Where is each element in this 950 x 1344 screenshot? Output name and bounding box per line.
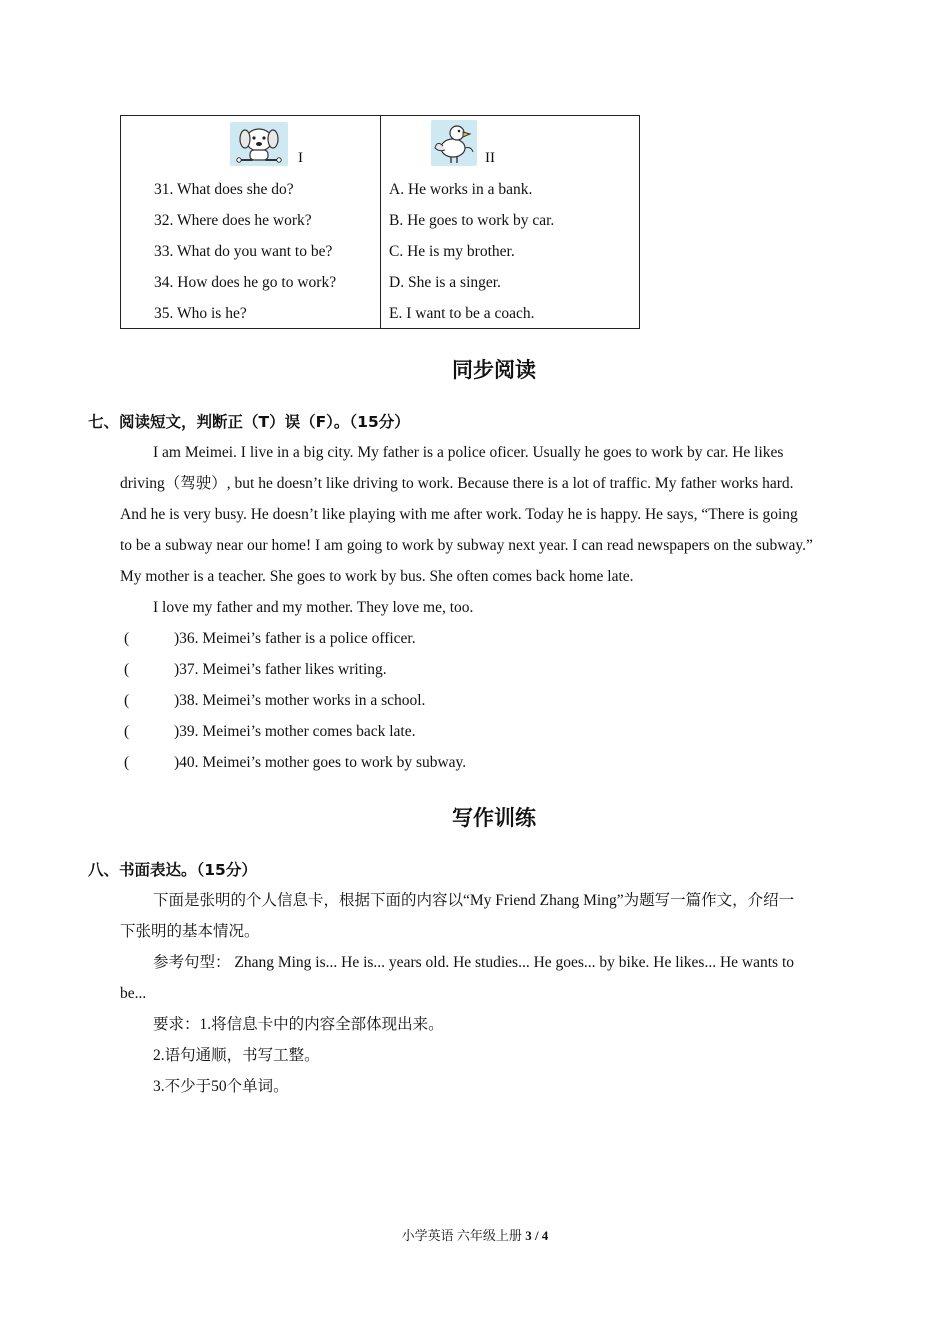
- question-33: 33. What do you want to be?: [154, 243, 333, 260]
- requirement-1: 要求：1.将信息卡中的内容全部体现出来。: [153, 1016, 444, 1033]
- matching-table: [120, 115, 640, 329]
- tf-item-37: ( )37. Meimei’s father likes writing.: [124, 661, 387, 678]
- page-footer: [0, 1225, 950, 1244]
- answer-blank[interactable]: (: [124, 723, 130, 740]
- requirement-3: 3.不少于50个单词。: [153, 1078, 289, 1095]
- writing-question-heading: 八、书面表达。（15分）: [88, 861, 257, 879]
- page-number: 3 / 4: [525, 1228, 549, 1243]
- question-32: 32. Where does he work?: [154, 212, 312, 229]
- reading-question-heading: 七、阅读短文，判断正（T）误（F）。（15分）: [88, 413, 410, 431]
- answer-a: A. He works in a bank.: [389, 181, 533, 198]
- tf-item-38: ( )38. Meimei’s mother works in a school.: [124, 692, 426, 709]
- reading-passage: [120, 437, 864, 623]
- answer-blank[interactable]: (: [124, 661, 130, 678]
- answer-c: C. He is my brother.: [389, 243, 515, 260]
- question-35: 35. Who is he?: [154, 305, 247, 322]
- dog-icon: [230, 122, 288, 166]
- instruction-line-1: 下面是张明的个人信息卡，根据下面的内容以“My Friend Zhang Ming”为题写一篇作文，介绍一: [153, 892, 795, 909]
- footer-subject: 小学英语 六年级上册: [401, 1228, 526, 1243]
- tf-item-39: ( )39. Meimei’s mother comes back late.: [124, 723, 416, 740]
- answer-blank[interactable]: (: [124, 692, 130, 709]
- answer-e: E. I want to be a coach.: [389, 305, 535, 322]
- question-34: 34. How does he go to work?: [154, 274, 337, 291]
- passage-line-1: I am Meimei. I live in a big city. My father is a police oficer. Usually he goes to work by car. He likes: [153, 444, 784, 461]
- column-label-2: II: [485, 150, 495, 166]
- requirement-2: 2.语句通顺，书写工整。: [153, 1047, 320, 1064]
- reference-line-1: 参考句型： Zhang Ming is... He is... years old. He studies... He goes... by bike. He likes... He wants to: [153, 954, 795, 971]
- reference-line-2: be...: [120, 985, 147, 1002]
- tf-item-40: ( )40. Meimei’s mother goes to work by subway.: [124, 754, 467, 771]
- bird-icon: [431, 120, 477, 166]
- instruction-line-2: 下张明的基本情况。: [120, 923, 260, 940]
- answer-blank[interactable]: (: [124, 754, 130, 771]
- passage-line-5: My mother is a teacher. She goes to work by bus. She often comes back home late.: [120, 568, 634, 585]
- tf-item-36: ( )36. Meimei’s father is a police officer.: [124, 630, 416, 647]
- passage-line-2: driving（驾驶）, but he doesn’t like driving to work. Because there is a lot of traffic. My father works hard.: [120, 475, 794, 492]
- writing-section-title: 写作训练: [452, 806, 536, 830]
- question-31: 31. What does she do?: [154, 181, 294, 198]
- answer-blank[interactable]: (: [124, 630, 130, 647]
- passage-line-3: And he is very busy. He doesn’t like playing with me after work. Today he is happy. He says, “There is going: [120, 506, 798, 523]
- reading-section-title: 同步阅读: [452, 358, 536, 382]
- answer-b: B. He goes to work by car.: [389, 212, 555, 229]
- passage-line-4: to be a subway near our home! I am going to work by subway next year. I can read newspapers on the subway.”: [120, 537, 813, 554]
- answer-d: D. She is a singer.: [389, 274, 501, 291]
- table-divider: [380, 116, 381, 328]
- passage-paragraph-2: I love my father and my mother. They love me, too.: [153, 599, 474, 616]
- writing-instructions: [120, 885, 864, 1102]
- column-label-1: I: [298, 150, 303, 166]
